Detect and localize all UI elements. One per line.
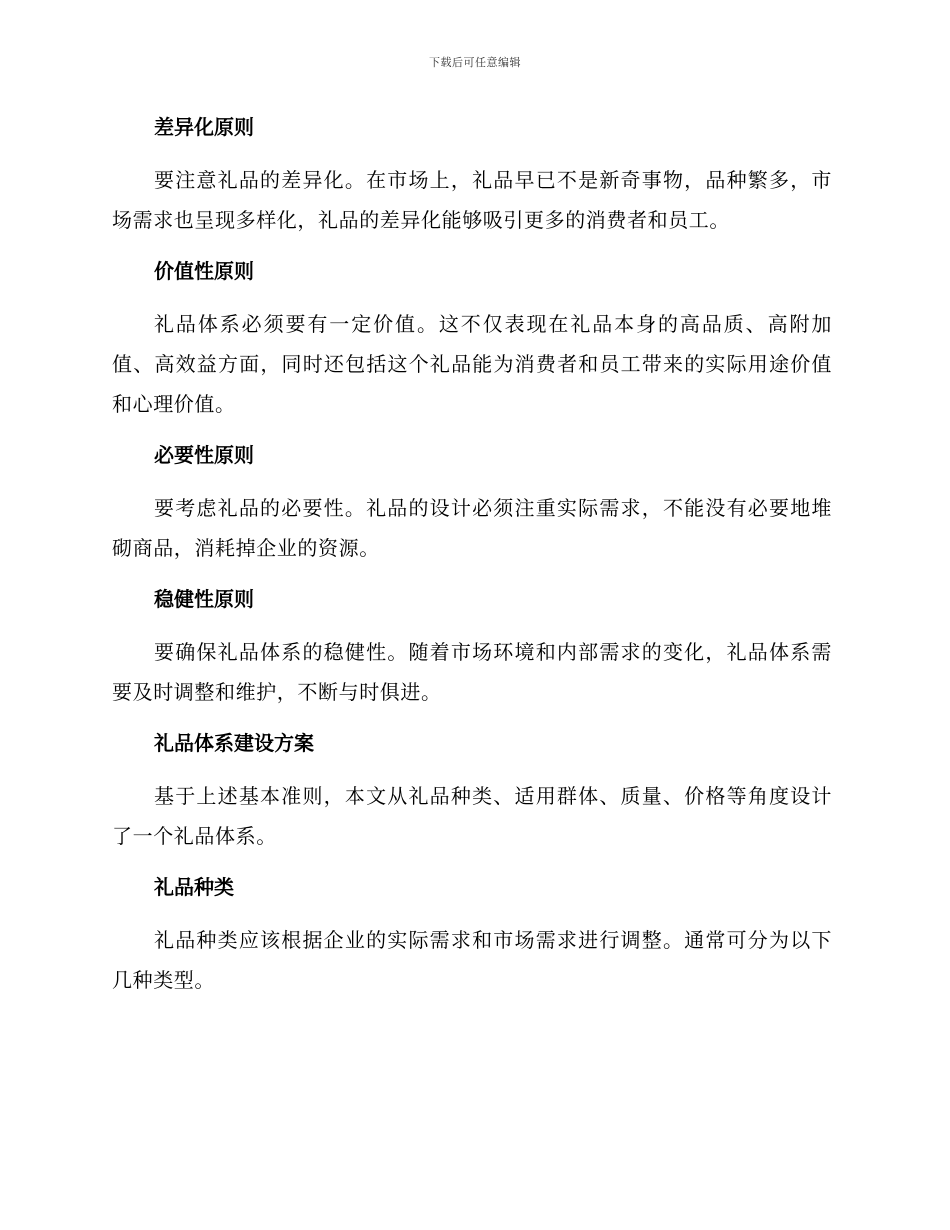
section-paragraph: 基于上述基本准则，本文从礼品种类、适用群体、质量、价格等角度设计了一个礼品体系。	[112, 784, 832, 848]
section-heading: 礼品种类	[154, 875, 234, 899]
section-paragraph: 礼品种类应该根据企业的实际需求和市场需求进行调整。通常可分为以下几种类型。	[112, 928, 832, 992]
section-heading: 差异化原则	[154, 115, 254, 139]
header-note: 下载后可任意编辑	[429, 56, 521, 69]
document-body	[112, 112, 832, 1016]
section-value	[112, 256, 832, 424]
section-paragraph: 要考虑礼品的必要性。礼品的设计必须注重实际需求，不能没有必要地堆砌商品，消耗掉企业的资源。	[112, 496, 832, 560]
section-heading: 必要性原则	[154, 443, 254, 467]
section-gift-types	[112, 872, 832, 1000]
section-differentiation	[112, 112, 832, 240]
section-heading: 价值性原则	[154, 259, 254, 283]
section-paragraph: 要注意礼品的差异化。在市场上，礼品早已不是新奇事物，品种繁多，市场需求也呈现多样化，礼品的差异化能够吸引更多的消费者和员工。	[112, 168, 832, 232]
section-paragraph: 要确保礼品体系的稳健性。随着市场环境和内部需求的变化，礼品体系需要及时调整和维护，不断与时俱进。	[112, 640, 832, 704]
section-robustness	[112, 584, 832, 712]
section-heading: 礼品体系建设方案	[154, 731, 314, 755]
section-construction-plan	[112, 728, 832, 856]
section-heading: 稳健性原则	[154, 587, 254, 611]
section-necessity	[112, 440, 832, 568]
section-paragraph: 礼品体系必须要有一定价值。这不仅表现在礼品本身的高品质、高附加值、高效益方面，同时还包括这个礼品能为消费者和员工带来的实际用途价值和心理价值。	[112, 312, 832, 416]
